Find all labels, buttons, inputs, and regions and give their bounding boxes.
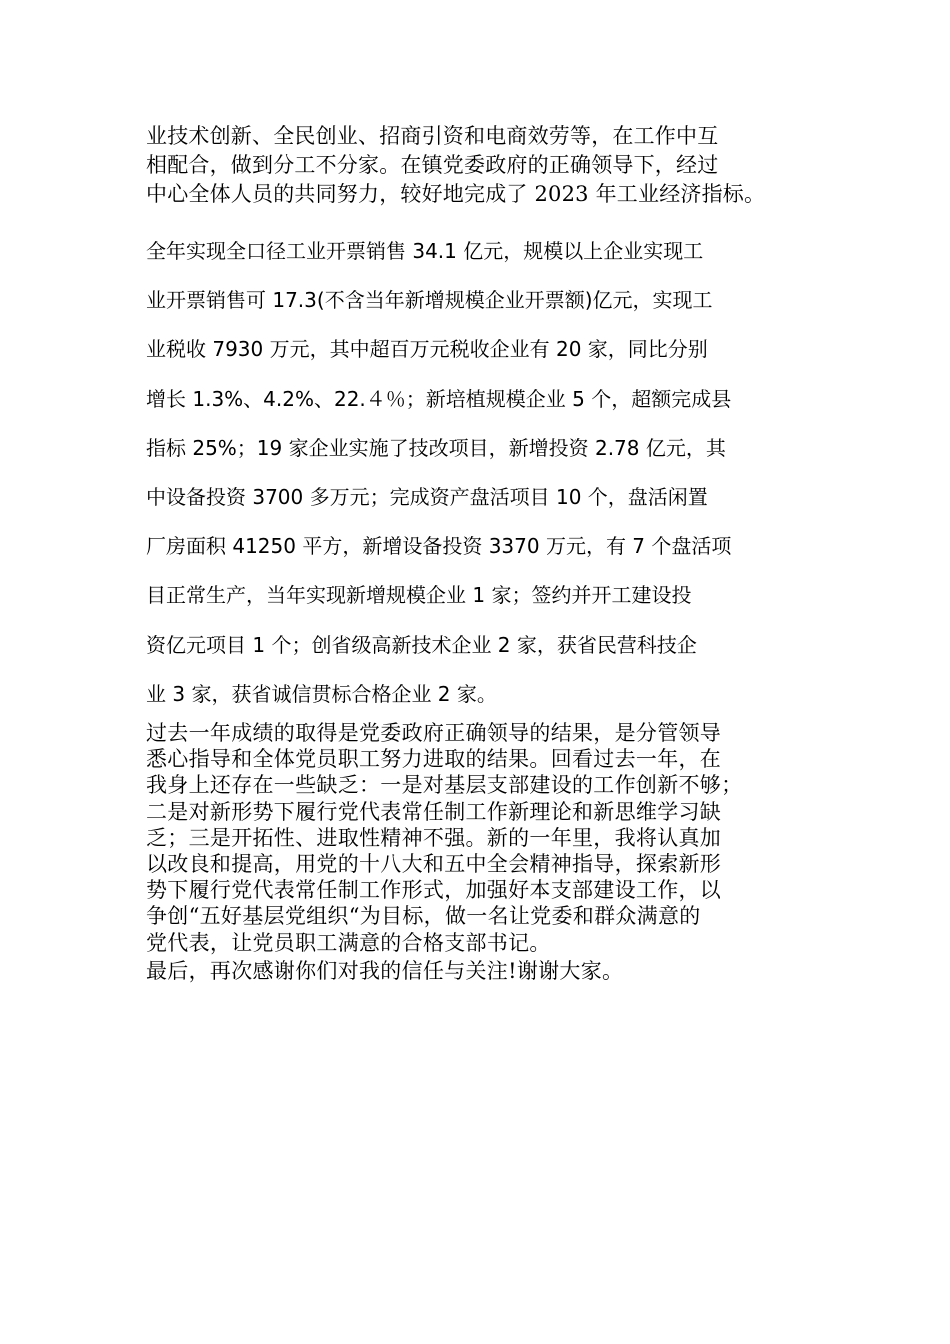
text-line: 全年实现全口径工业开票销售 34.1 亿元，规模以上企业实现工 bbox=[146, 239, 704, 263]
text-line: 相配合，做到分工不分家。在镇党委政府的正确领导下，经过 bbox=[146, 153, 719, 177]
text-line: 过去一年成绩的取得是党委政府正确领导的结果，是分管领导 bbox=[146, 721, 722, 745]
text-line: 目正常生产，当年实现新增规模企业 1 家；签约并开工建设投 bbox=[146, 583, 692, 608]
text-line: 业 3 家，获省诚信贯标合格企业 2 家。 bbox=[146, 681, 497, 706]
text-line: 我身上还存在一些缺乏：一是对基层支部建设的工作创新不够； bbox=[146, 773, 743, 798]
text-line: 业开票销售可 17.3(不含当年新增规模企业开票额)亿元，实现工 bbox=[146, 288, 713, 313]
text-line: 指标 25%；19 家企业实施了技改项目，新增投资 2.78 亿元，其 bbox=[146, 435, 726, 460]
text-line: 中心全体人员的共同努力，较好地完成了 2023 年工业经济指标。 bbox=[146, 182, 766, 206]
text-line: 党代表，让党员职工满意的合格支部书记。 bbox=[146, 930, 551, 955]
text-line: 最后，再次感谢你们对我的信任与关注!谢谢大家。 bbox=[146, 959, 624, 983]
paragraph-closing bbox=[146, 957, 826, 986]
text-line: 以改良和提高，用党的十八大和五中全会精神指导，探索新形 bbox=[146, 852, 722, 877]
paragraph-annual-results bbox=[146, 227, 826, 719]
text-line: 二是对新形势下履行党代表常任制工作新理论和新思维学习缺 bbox=[146, 799, 722, 824]
text-line: 业技术创新、全民创业、招商引资和电商效劳等，在工作中互 bbox=[146, 124, 719, 148]
text-line: 争创“五好基层党组织“为目标，做一名让党委和群众满意的 bbox=[146, 904, 701, 929]
text-line: 势下履行党代表常任制工作形式，加强好本支部建设工作，以 bbox=[146, 878, 722, 903]
text-line: 乏；三是开拓性、进取性精神不强。新的一年里，我将认真加 bbox=[146, 825, 722, 850]
text-line: 悉心指导和全体党员职工努力进取的结果。回看过去一年，在 bbox=[146, 747, 722, 772]
paragraph-work-summary bbox=[146, 122, 826, 209]
text-line: 厂房面积 41250 平方，新增设备投资 3370 万元，有 7 个盘活项 bbox=[146, 534, 732, 559]
text-line: 资亿元项目 1 个；创省级高新技术企业 2 家，获省民营科技企 bbox=[146, 632, 697, 657]
text-line: 业税收 7930 万元，其中超百万元税收企业有 20 家，同比分别 bbox=[146, 337, 708, 362]
paragraph-reflection bbox=[146, 720, 826, 956]
text-line: 增长 1.3%、4.2%、22.４％；新培植规模企业 5 个，超额完成县 bbox=[146, 386, 732, 411]
text-line: 中设备投资 3700 多万元；完成资产盘活项目 10 个，盘活闲置 bbox=[146, 485, 708, 510]
